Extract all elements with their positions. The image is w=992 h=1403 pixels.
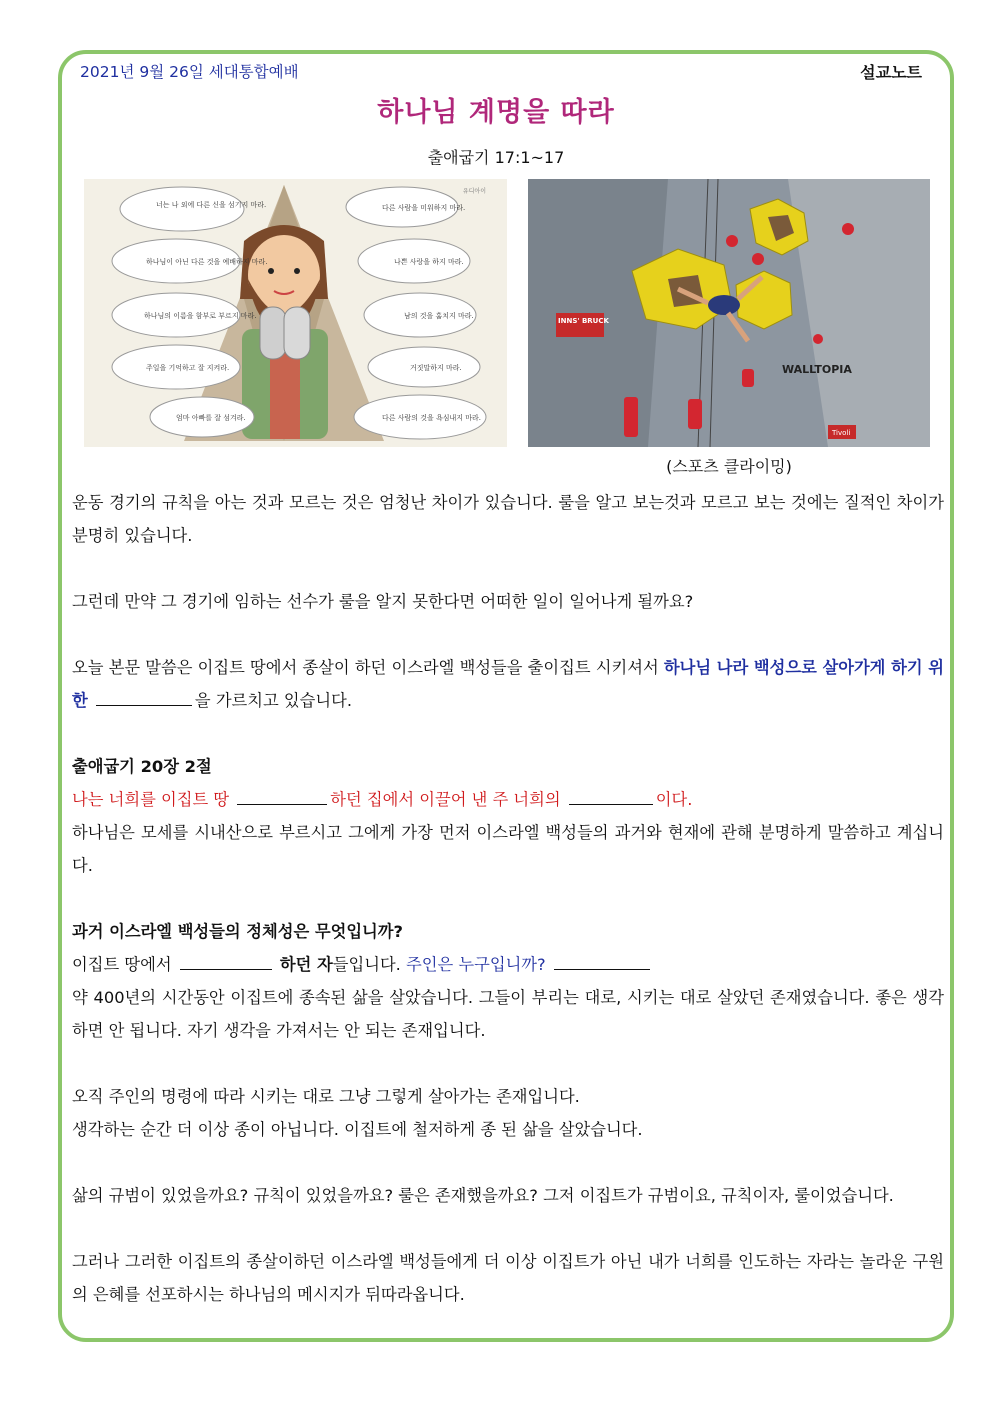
master-question: 주인은 누구입니까? [406, 955, 546, 974]
bubble-8: 남의 것을 훔치지 마라. [404, 312, 474, 320]
paragraph-5: 약 400년의 시간동안 이집트에 종속된 삶을 살았습니다. 그들이 부리는 대로, 시키는 대로 살았던 존재였습니다. 좋은 생각하면 안 됩니다. 자기 생각을 가져서는 안 되는 존재입니다. [72, 988, 944, 1040]
illustration-corner-mark: 유디아이 [462, 188, 486, 195]
bubble-10: 다른 사람의 것을 욕심내지 마라. [382, 414, 482, 422]
bubble-5: 엄마 아빠를 잘 섬겨라. [176, 414, 246, 422]
bubble-9: 거짓말하지 마라. [410, 364, 462, 372]
paragraph-4: 하나님은 모세를 시내산으로 부르시고 그에게 가장 먼저 이스라엘 백성들의 과거와 현재에 관해 분명하게 말씀하고 계십니다. [72, 823, 944, 875]
photo-caption: (스포츠 클라이밍) [666, 457, 792, 476]
fill-in-blank-2 [237, 788, 327, 805]
heading-exodus-20-2: 출애굽기 20장 2절 [72, 757, 212, 776]
bubble-7: 나쁜 사랑을 하지 마라. [394, 258, 464, 266]
fill-in-blank-5 [554, 953, 650, 970]
fill-in-blank-1 [96, 689, 192, 706]
service-date: 2021년 9월 26일 세대통합예배 [80, 63, 299, 81]
bubble-3: 하나님의 이름을 함부로 부르지 마라. [144, 312, 257, 320]
bubble-2: 하나님이 아닌 다른 것을 예배하지 마라. [146, 258, 268, 266]
paragraph-6: 오직 주인의 명령에 따라 시키는 대로 그냥 그렇게 살아가는 존재입니다. [72, 1087, 580, 1106]
paragraph-3: 오늘 본문 말씀은 이집트 땅에서 종살이 하던 이스라엘 백성들을 출이집트 시키셔서 하나님 나라 백성으로 살아가게 하기 위한 을 가르치고 있습니다. [72, 658, 944, 710]
heading-identity-question: 과거 이스라엘 백성들의 정체성은 무엇입니까? [72, 922, 403, 941]
fill-in-blank-3 [569, 788, 653, 805]
sport-climbing-photo [528, 179, 930, 447]
verse-exodus-20-2: 나는 너희를 이집트 땅 하던 집에서 이끌어 낸 주 너희의 이다. [72, 790, 693, 809]
sermon-note-label: 설교노트 [860, 63, 922, 82]
bubble-6: 다른 사람을 미워하지 마라. [382, 204, 466, 212]
paragraph-1: 운동 경기의 규칙을 아는 것과 모르는 것은 엄청난 차이가 있습니다. 룰을 알고 보는것과 모르고 보는 것에는 질적인 차이가 분명히 있습니다. [72, 493, 944, 545]
emphasis-kingdom-people: 하나님 나라 백성으로 살아가게 하기 위한 [72, 658, 944, 710]
walltopia-logo: WALLTOPIA [782, 363, 852, 376]
paragraph-7: 생각하는 순간 더 이상 종이 아닙니다. 이집트에 철저하게 종 된 삶을 살았습니다. [72, 1120, 643, 1139]
ten-commandments-illustration [84, 179, 507, 447]
scripture-reference: 출애굽기 17:1~17 [427, 148, 565, 167]
identity-question-line: 이집트 땅에서 하던 자들입니다. 주인은 누구입니까? [72, 948, 944, 981]
paragraph-9: 그러나 그러한 이집트의 종살이하던 이스라엘 백성들에게 더 이상 이집트가 아닌 내가 너희를 인도하는 자라는 놀라운 구원의 은혜를 선포하시는 하나님의 메시지가 뒤따라옵니다. [72, 1252, 944, 1304]
bubble-1: 너는 나 외에 다른 신을 섬기지 마라. [156, 201, 267, 209]
innsbruck-sign-text: INNS' BRUCK [558, 317, 609, 325]
tivoli-logo: Tivoli [832, 429, 851, 437]
fill-in-blank-4 [180, 953, 272, 970]
paragraph-2: 그런데 만약 그 경기에 임하는 선수가 룰을 알지 못한다면 어떠한 일이 일어나게 될까요? [72, 592, 694, 611]
paragraph-8: 삶의 규범이 있었을까요? 규칙이 있었을까요? 룰은 존재했을까요? 그저 이집트가 규범이요, 규칙이자, 룰이었습니다. [72, 1186, 894, 1205]
sermon-body [72, 486, 944, 1311]
bubble-4: 주일을 기억하고 잘 지켜라. [146, 364, 230, 372]
sermon-title: 하나님 계명을 따라 [377, 97, 615, 128]
